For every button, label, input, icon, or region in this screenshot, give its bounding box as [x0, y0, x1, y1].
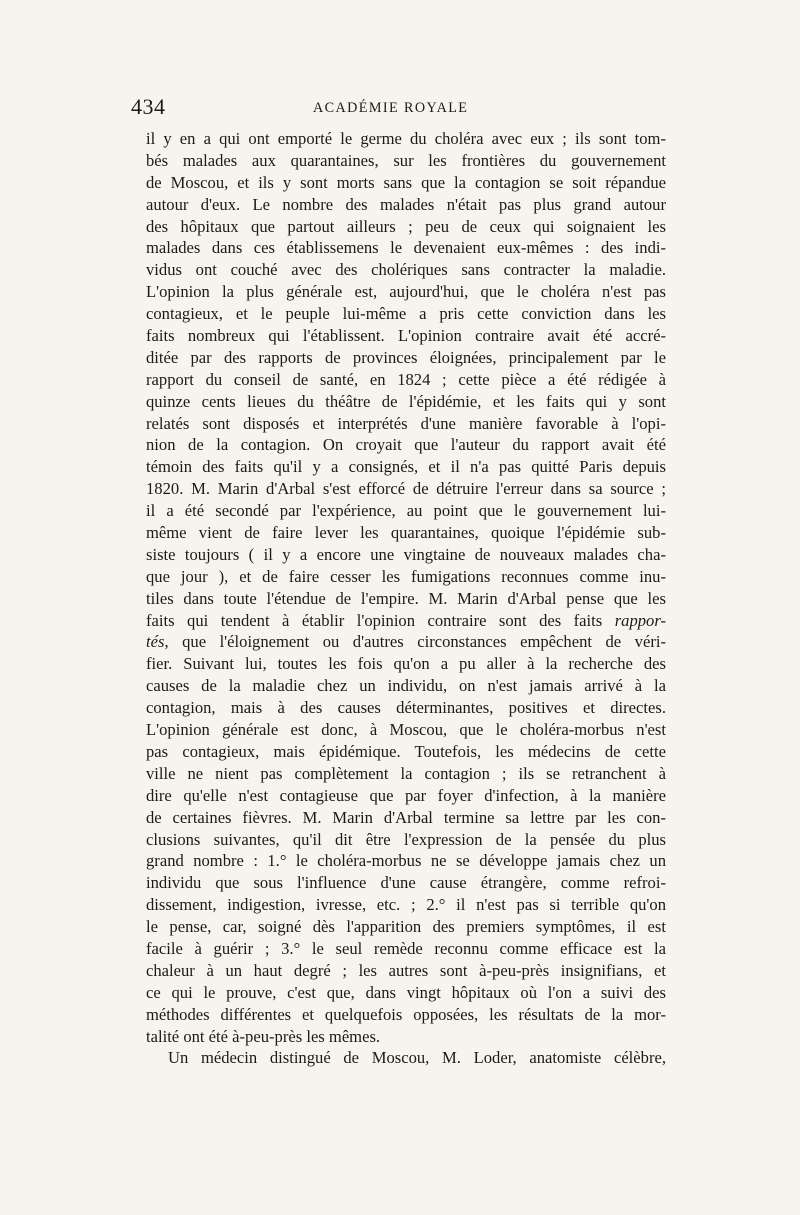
- text-line: 1820. M. Marin d'Arbal s'est efforcé de détruire l'erreur dans sa source ;: [146, 479, 666, 499]
- text-line: individu que sous l'influence d'une cause étrangère, comme refroi-: [146, 873, 666, 893]
- text-line: contagion, mais à des causes déterminantes, positives et directes.: [146, 698, 666, 718]
- text-line: contagieux, et le peuple lui-même a pris cette conviction dans les: [146, 304, 666, 324]
- text-line: grand nombre : 1.° le choléra-morbus ne se développe jamais chez un: [146, 851, 666, 871]
- text-line: bés malades aux quarantaines, sur les frontières du gouvernement: [146, 150, 666, 170]
- text-line: des hôpitaux que partout ailleurs ; peu de ceux qui soignaient les: [146, 216, 666, 236]
- text-line: le pense, car, soigné dès l'apparition des premiers symptômes, il est: [146, 917, 666, 937]
- text-line: malades dans ces établissemens le devenaient eux-mêmes : des indi-: [146, 238, 666, 258]
- italic-word: rappor-: [614, 610, 666, 630]
- text-line: dissement, indigestion, ivresse, etc. ; 2.° il n'est pas si terrible qu'on: [146, 895, 666, 915]
- text-line: chaleur à un haut degré ; les autres sont à-peu-près insignifians, et: [146, 960, 666, 980]
- text-line: de Moscou, et ils y sont morts sans que la contagion se soit répandue: [146, 172, 666, 192]
- italic-word: tés: [146, 632, 165, 652]
- text-line: [146, 610, 666, 632]
- text-line: il y en a qui ont emporté le germe du choléra avec eux ; ils sont tom-: [146, 129, 666, 148]
- text-fragment: , que l'éloignement ou d'autres circonstances empêchent de véri-: [164, 632, 666, 652]
- text-line: faits nombreux qui l'établissent. L'opinion contraire avait été accré-: [146, 326, 666, 346]
- text-line: autour d'eux. Le nombre des malades n'était pas plus grand autour: [146, 194, 666, 214]
- page-number: 434: [131, 94, 166, 119]
- text-line: fier. Suivant lui, toutes les fois qu'on a pu aller à la recherche des: [146, 654, 666, 674]
- text-line: Un médecin distingué de Moscou, M. Loder, anatomiste célèbre,: [168, 1048, 666, 1068]
- text-line: pas contagieux, mais épidémique. Toutefois, les médecins de cette: [146, 741, 666, 761]
- text-line: tiles dans toute l'étendue de l'empire. M. Marin d'Arbal pense que les: [146, 588, 666, 608]
- text-line: L'opinion la plus générale est, aujourd'hui, que le choléra n'est pas: [146, 282, 666, 302]
- text-line: ville ne nient pas complètement la contagion ; ils se retranchent à: [146, 763, 666, 783]
- text-line: facile à guérir ; 3.° le seul remède reconnu comme efficace est la: [146, 938, 666, 958]
- text-line: quinze cents lieues du théâtre de l'épidémie, et les faits qui y sont: [146, 391, 666, 411]
- text-line: témoin des faits qu'il y a consignés, et il n'a pas quitté Paris depuis: [146, 457, 666, 477]
- text-line: méthodes différentes et quelquefois opposées, les résultats de la mor-: [146, 1004, 666, 1024]
- text-line: relatés sont disposés et interprétés d'une manière favorable à l'opi-: [146, 413, 666, 433]
- running-head: ACADÉMIE ROYALE: [313, 100, 469, 116]
- text-line: ditée par des rapports de provinces éloignées, principalement par le: [146, 347, 666, 367]
- text-line: clusions suivantes, qu'il dit être l'expression de la pensée du plus: [146, 829, 666, 849]
- text-line: L'opinion générale est donc, à Moscou, que le choléra-morbus n'est: [146, 720, 666, 740]
- body-text: [146, 128, 666, 1069]
- text-line: talité ont été à-peu-près les mêmes.: [146, 1026, 381, 1046]
- text-fragment: faits qui tendent à établir l'opinion contraire sont des faits: [146, 610, 615, 630]
- text-line: siste toujours ( il y a encore une vingtaine de nouveaux malades cha-: [146, 544, 666, 564]
- text-line: [146, 631, 666, 653]
- text-line: même vient de faire lever les quarantaines, quoique l'épidémie sub-: [146, 523, 666, 543]
- text-line: il a été secondé par l'expérience, au point que le gouvernement lui-: [146, 501, 666, 521]
- text-line: de certaines fièvres. M. Marin d'Arbal termine sa lettre par les con-: [146, 807, 666, 827]
- text-line: dire qu'elle n'est contagieuse que par foyer d'infection, à la manière: [146, 785, 666, 805]
- text-line: nion de la contagion. On croyait que l'auteur du rapport avait été: [146, 435, 666, 455]
- text-line: que jour ), et de faire cesser les fumigations reconnues comme inu-: [146, 566, 666, 586]
- text-line: rapport du conseil de santé, en 1824 ; cette pièce a été rédigée à: [146, 369, 666, 389]
- text-line: causes de la maladie chez un individu, on n'est jamais arrivé à la: [146, 676, 666, 696]
- text-line: ce qui le prouve, c'est que, dans vingt hôpitaux où l'on a suivi des: [146, 982, 666, 1002]
- text-line: vidus ont couché avec des cholériques sans contracter la maladie.: [146, 260, 666, 280]
